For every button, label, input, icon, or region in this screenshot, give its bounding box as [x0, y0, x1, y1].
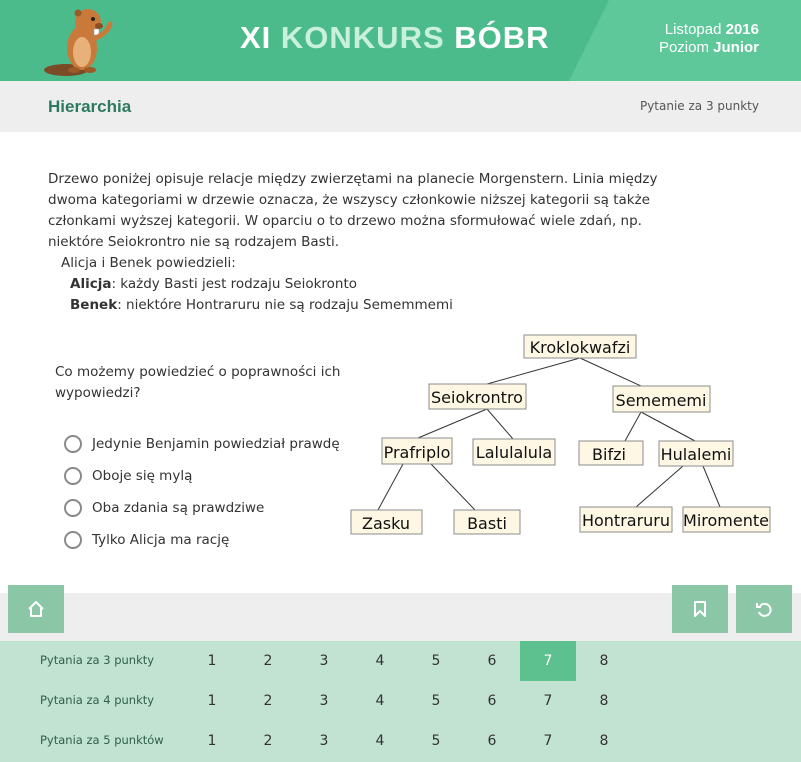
radio-button[interactable]	[64, 499, 82, 517]
question-text-line: niektóre Seiokrontro nie są rodzajem Basti.	[48, 234, 340, 250]
question-number-cell[interactable]: 8	[599, 653, 609, 669]
question-number-cell[interactable]: 2	[263, 653, 273, 669]
bookmark-icon	[690, 599, 710, 619]
tree-edge	[703, 466, 720, 507]
reset-icon	[754, 599, 774, 619]
svg-text:Kroklokwafzi: Kroklokwafzi	[529, 338, 631, 357]
svg-text:Bifzi: Bifzi	[592, 445, 626, 464]
tree-node-lalulalula	[473, 439, 555, 465]
home-button[interactable]	[8, 585, 64, 633]
answer-option[interactable]: Oba zdania są prawdziwe	[64, 492, 340, 524]
question-number-cell[interactable]: 6	[487, 693, 497, 709]
question-number-cell[interactable]: 8	[599, 693, 609, 709]
tree-node-seiokrontro	[429, 384, 526, 409]
tree-node-prafriplo	[382, 438, 452, 464]
question-prompt: Co możemy powiedzieć o poprawności ich wypowiedzi?	[55, 364, 341, 401]
radio-button[interactable]	[64, 531, 82, 549]
radio-button[interactable]	[64, 467, 82, 485]
reset-button[interactable]	[736, 585, 792, 633]
question-number-cell[interactable]: 7	[520, 641, 576, 681]
question-number-cell[interactable]: 3	[319, 653, 329, 669]
answer-option[interactable]: Tylko Alicja ma rację	[64, 524, 340, 556]
grid-row-label: Pytania za 3 punkty	[40, 653, 155, 667]
hierarchy-tree	[345, 330, 785, 545]
question-title-bar	[0, 81, 801, 132]
svg-text:Semememi: Semememi	[615, 391, 707, 410]
question-text	[48, 169, 658, 316]
tree-edge	[487, 358, 580, 384]
question-text-line: Drzewo poniżej opisuje relacje między zwierzętami na planecie Morgenstern. Linia między	[48, 171, 658, 187]
question-number-cell[interactable]: 3	[319, 693, 329, 709]
month-label: Listopad	[664, 21, 722, 38]
benek-statement: Benek: niektóre Hontraruru nie są rodzaju Sememmemi	[70, 297, 453, 313]
tree-node-hulalemi	[659, 441, 733, 466]
svg-text:Hontraruru: Hontraruru	[581, 511, 671, 530]
svg-text:Miromente: Miromente	[683, 511, 769, 530]
svg-text:Hulalemi: Hulalemi	[660, 445, 732, 464]
tree-node-miromente	[683, 507, 770, 532]
tree-node-hontraruru	[580, 507, 672, 532]
answer-option[interactable]: Jedynie Benjamin powiedział prawdę	[64, 428, 340, 460]
tree-edge	[378, 464, 403, 510]
question-number-cell[interactable]: 1	[207, 733, 217, 749]
question-points: Pytanie za 3 punkty	[639, 99, 759, 113]
year-label: 2016	[725, 21, 759, 38]
question-number-cell[interactable]: 4	[375, 733, 385, 749]
question-number-cell[interactable]: 7	[543, 693, 553, 709]
tree-edge	[431, 464, 475, 510]
grid-row-label: Pytania za 5 punktów	[40, 733, 164, 747]
question-number-cell[interactable]: 5	[431, 733, 441, 749]
tree-node-root	[524, 335, 636, 358]
svg-text:Zasku: Zasku	[361, 514, 411, 533]
contest-title: XI KONKURS BÓBR	[240, 20, 550, 55]
answer-option[interactable]: Oboje się mylą	[64, 460, 340, 492]
bookmark-button[interactable]	[672, 585, 728, 633]
svg-text:Prafriplo: Prafriplo	[383, 443, 451, 462]
question-number-cell[interactable]: 6	[487, 733, 497, 749]
question-number-cell[interactable]: 1	[207, 653, 217, 669]
question-number-cell[interactable]: 7	[543, 733, 553, 749]
grid-row	[0, 721, 801, 761]
svg-text:Lalulalula: Lalulalula	[475, 443, 553, 462]
tree-node-bifzi	[579, 441, 643, 465]
tree-node-semememi	[613, 386, 710, 412]
question-number-cell[interactable]: 4	[375, 693, 385, 709]
tree-edge	[487, 409, 513, 439]
level-label: Poziom	[658, 39, 709, 56]
grid-row	[0, 681, 801, 721]
question-number-cell[interactable]: 2	[263, 693, 273, 709]
tree-edge	[418, 409, 487, 438]
grid-row-label: Pytania za 4 punkty	[40, 693, 155, 707]
question-number-cell[interactable]: 5	[431, 693, 441, 709]
answer-options	[64, 428, 340, 556]
tree-node-basti	[454, 510, 520, 534]
question-text-line: dwoma kategoriami w drzewie oznacza, że wszyscy członkowie niższej kategorii są także	[48, 192, 650, 208]
question-title: Hierarchia	[48, 97, 132, 116]
question-number-cell[interactable]: 6	[487, 653, 497, 669]
alicja-statement: Alicja: każdy Basti jest rodzaju Seiokronto	[70, 276, 358, 292]
question-number-cell[interactable]: 3	[319, 733, 329, 749]
tree-node-zasku	[351, 510, 422, 534]
edition-info	[659, 21, 759, 57]
question-number-cell[interactable]: 5	[431, 653, 441, 669]
question-number-cell[interactable]: 1	[207, 693, 217, 709]
tree-edge	[636, 466, 683, 507]
svg-text:Seiokrontro: Seiokrontro	[431, 388, 523, 407]
beaver-mascot-icon	[38, 4, 118, 78]
question-intro: Alicja i Benek powiedzieli:	[61, 255, 236, 271]
question-number-cell[interactable]: 8	[599, 733, 609, 749]
tree-edge	[625, 412, 641, 441]
svg-text:Basti: Basti	[467, 514, 507, 533]
question-grid	[0, 641, 801, 762]
radio-button[interactable]	[64, 435, 82, 453]
tree-edge	[580, 358, 641, 386]
tree-edge	[641, 412, 695, 441]
level-value: Junior	[713, 39, 759, 56]
tree-edges	[378, 358, 720, 510]
grid-row	[0, 641, 801, 681]
question-number-cell[interactable]: 4	[375, 653, 385, 669]
header-banner	[0, 0, 801, 81]
question-text-line: członkami wyższej kategorii. W oparciu o to drzewo można sformułować wiele zdań, np.	[48, 213, 642, 229]
question-number-cell[interactable]: 2	[263, 733, 273, 749]
home-icon	[26, 599, 46, 619]
